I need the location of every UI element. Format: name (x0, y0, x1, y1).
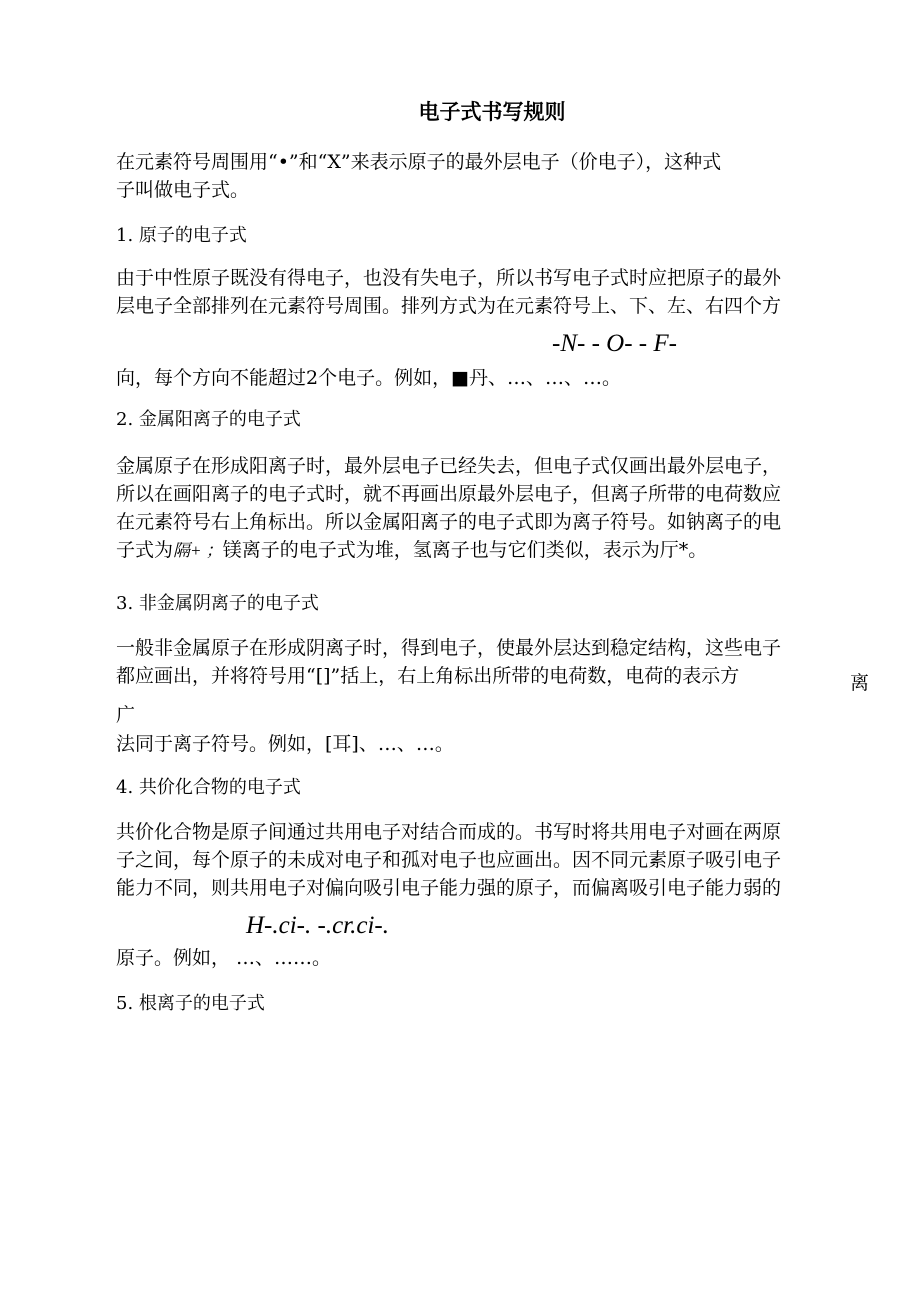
section1-paragraph-end (116, 364, 876, 392)
paragraph-line: 所以在画阳离子的电子式时，就不再画出原最外层电子，但离子所带的电荷数应 (116, 483, 782, 505)
section2-paragraph (116, 452, 876, 565)
section3-paragraph-end (116, 730, 876, 758)
paragraph-line: 都应画出，并将符号用“[]”括上，右上角标出所带的电荷数，电荷的表示方 (116, 665, 740, 687)
paragraph-line: 原子。例如， …、……。 (116, 947, 332, 969)
section-heading-metal-cation: 2. 金属阳离子的电子式 (116, 409, 301, 430)
text-span: 镁离子的电子式为堆，氢离子也与它们类似，表示为厅*。 (222, 539, 708, 561)
paragraph-line: 共价化合物是原子间通过共用电子对结合而成的。书写时将共用电子对画在两原 (116, 821, 782, 843)
page-title: 电子式书写规则 (418, 100, 566, 124)
paragraph-line: 层电子全部排列在元素符号周围。排列方式为在元素符号上、下、左、右四个方 (116, 295, 782, 317)
paragraph-line: 金属原子在形成阳离子时，最外层电子已经失去，但电子式仅画出最外层电子， (116, 455, 782, 477)
section-heading-atom: 1. 原子的电子式 (116, 225, 247, 246)
paragraph-line: 向，每个方向不能超过2个电子。例如，■丹、…、…、…。 (116, 367, 622, 389)
intro-paragraph (116, 148, 876, 204)
section1-paragraph (116, 264, 876, 320)
side-note-top: 离 (850, 672, 870, 694)
covalent-formula: H-.ci-. -.cr.ci-. (246, 912, 389, 939)
section4-paragraph-end (116, 944, 876, 972)
ion-symbol-sodium: 隔+ ； (173, 541, 223, 560)
paragraph-line: 由于中性原子既没有得电子，也没有失电子，所以书写电子式时应把原子的最外 (116, 267, 782, 289)
paragraph-line: 在元素符号右上角标出。所以金属阳离子的电子式即为离子符号。如钠离子的电 (116, 511, 782, 533)
paragraph-line: 一般非金属原子在形成阴离子时，得到电子，使最外层达到稳定结构，这些电子 (116, 637, 782, 659)
side-note-bottom: 广 (116, 704, 136, 726)
intro-line: 在元素符号周围用“•”和“X”来表示原子的最外层电子（价电子），这种式 (116, 151, 722, 173)
paragraph-line (116, 536, 876, 565)
paragraph-line: 法同于离子符号。例如，[耳]、…、…。 (116, 733, 454, 755)
paragraph-line: 能力不同，则共用电子对偏向吸引电子能力强的原子，而偏离吸引电子能力弱的 (116, 877, 782, 899)
section3-paragraph (116, 634, 876, 690)
paragraph-line: 子之间，每个原子的未成对电子和孤对电子也应画出。因不同元素原子吸引电子 (116, 849, 782, 871)
text-span: 子式为 (116, 539, 174, 561)
section-heading-radical-ion: 5. 根离子的电子式 (116, 993, 265, 1014)
section-heading-nonmetal-anion: 3. 非金属阴离子的电子式 (116, 593, 319, 614)
section4-paragraph (116, 818, 876, 902)
intro-line: 子叫做电子式。 (116, 179, 250, 201)
atom-formula: -N- - O- - F- (552, 330, 677, 357)
section-heading-covalent: 4. 共价化合物的电子式 (116, 777, 301, 798)
